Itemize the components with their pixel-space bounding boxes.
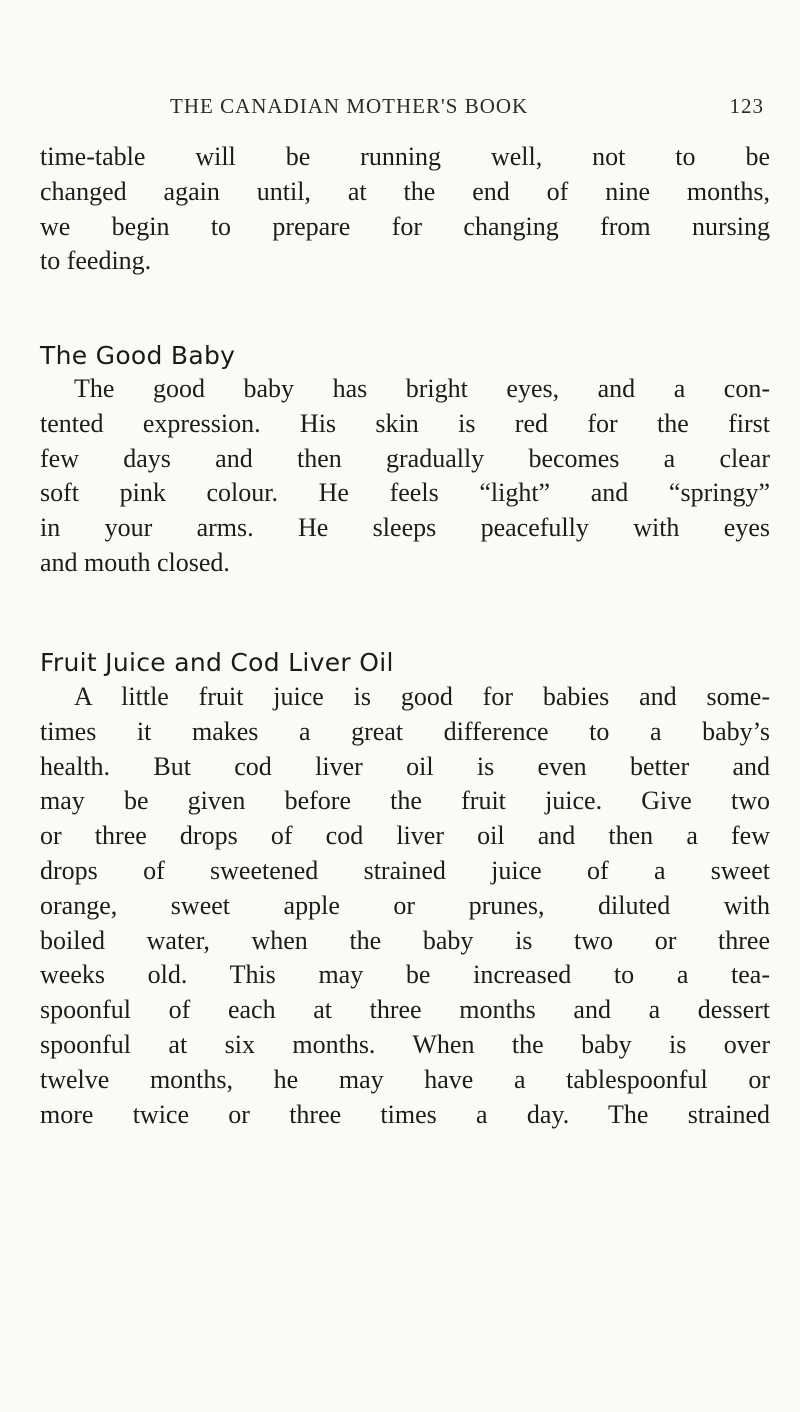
text-line: changed again until, at the end of nine months, <box>40 176 770 206</box>
text-line: boiled water, when the baby is two or three <box>40 925 770 955</box>
intro-paragraph <box>40 140 770 279</box>
good-baby-paragraph <box>40 372 770 581</box>
running-header <box>40 94 770 124</box>
text-line: to feeding. <box>40 246 152 276</box>
text-line: few days and then gradually becomes a clear <box>40 443 770 473</box>
text-line: time-table will be running well, not to be <box>40 142 770 171</box>
section-heading-fruit-juice: Fruit Juice and Cod Liver Oil <box>40 648 394 677</box>
text-line: A little fruit juice is good for babies and some- <box>74 682 770 711</box>
text-line: health. But cod liver oil is even better and <box>40 751 770 781</box>
text-line: spoonful of each at three months and a dessert <box>40 995 770 1025</box>
text-line: and mouth closed. <box>40 547 230 577</box>
fruit-juice-paragraph <box>40 680 770 1132</box>
text-line: orange, sweet apple or prunes, diluted with <box>40 890 770 920</box>
text-line: we begin to prepare for changing from nursing <box>40 211 770 241</box>
page-number: 123 <box>729 94 764 118</box>
text-line: drops of sweetened strained juice of a sweet <box>40 855 770 885</box>
text-line: weeks old. This may be increased to a tea- <box>40 960 770 990</box>
text-line: The good baby has bright eyes, and a con- <box>74 374 770 403</box>
text-line: spoonful at six months. When the baby is over <box>40 1029 770 1059</box>
book-page <box>40 0 770 1412</box>
text-line: may be given before the fruit juice. Give two <box>40 786 770 816</box>
running-header-title: THE CANADIAN MOTHER'S BOOK <box>170 94 529 118</box>
text-line: or three drops of cod liver oil and then a few <box>40 821 770 851</box>
text-line: tented expression. His skin is red for the first <box>40 408 770 438</box>
section-heading-good-baby: The Good Baby <box>40 341 236 370</box>
text-line: times it makes a great difference to a baby’s <box>40 716 770 746</box>
text-line: more twice or three times a day. The strained <box>40 1099 770 1129</box>
text-line: twelve months, he may have a tablespoonful or <box>40 1064 770 1094</box>
text-line: in your arms. He sleeps peacefully with eyes <box>40 513 770 543</box>
text-line: soft pink colour. He feels “light” and “springy” <box>40 478 770 508</box>
